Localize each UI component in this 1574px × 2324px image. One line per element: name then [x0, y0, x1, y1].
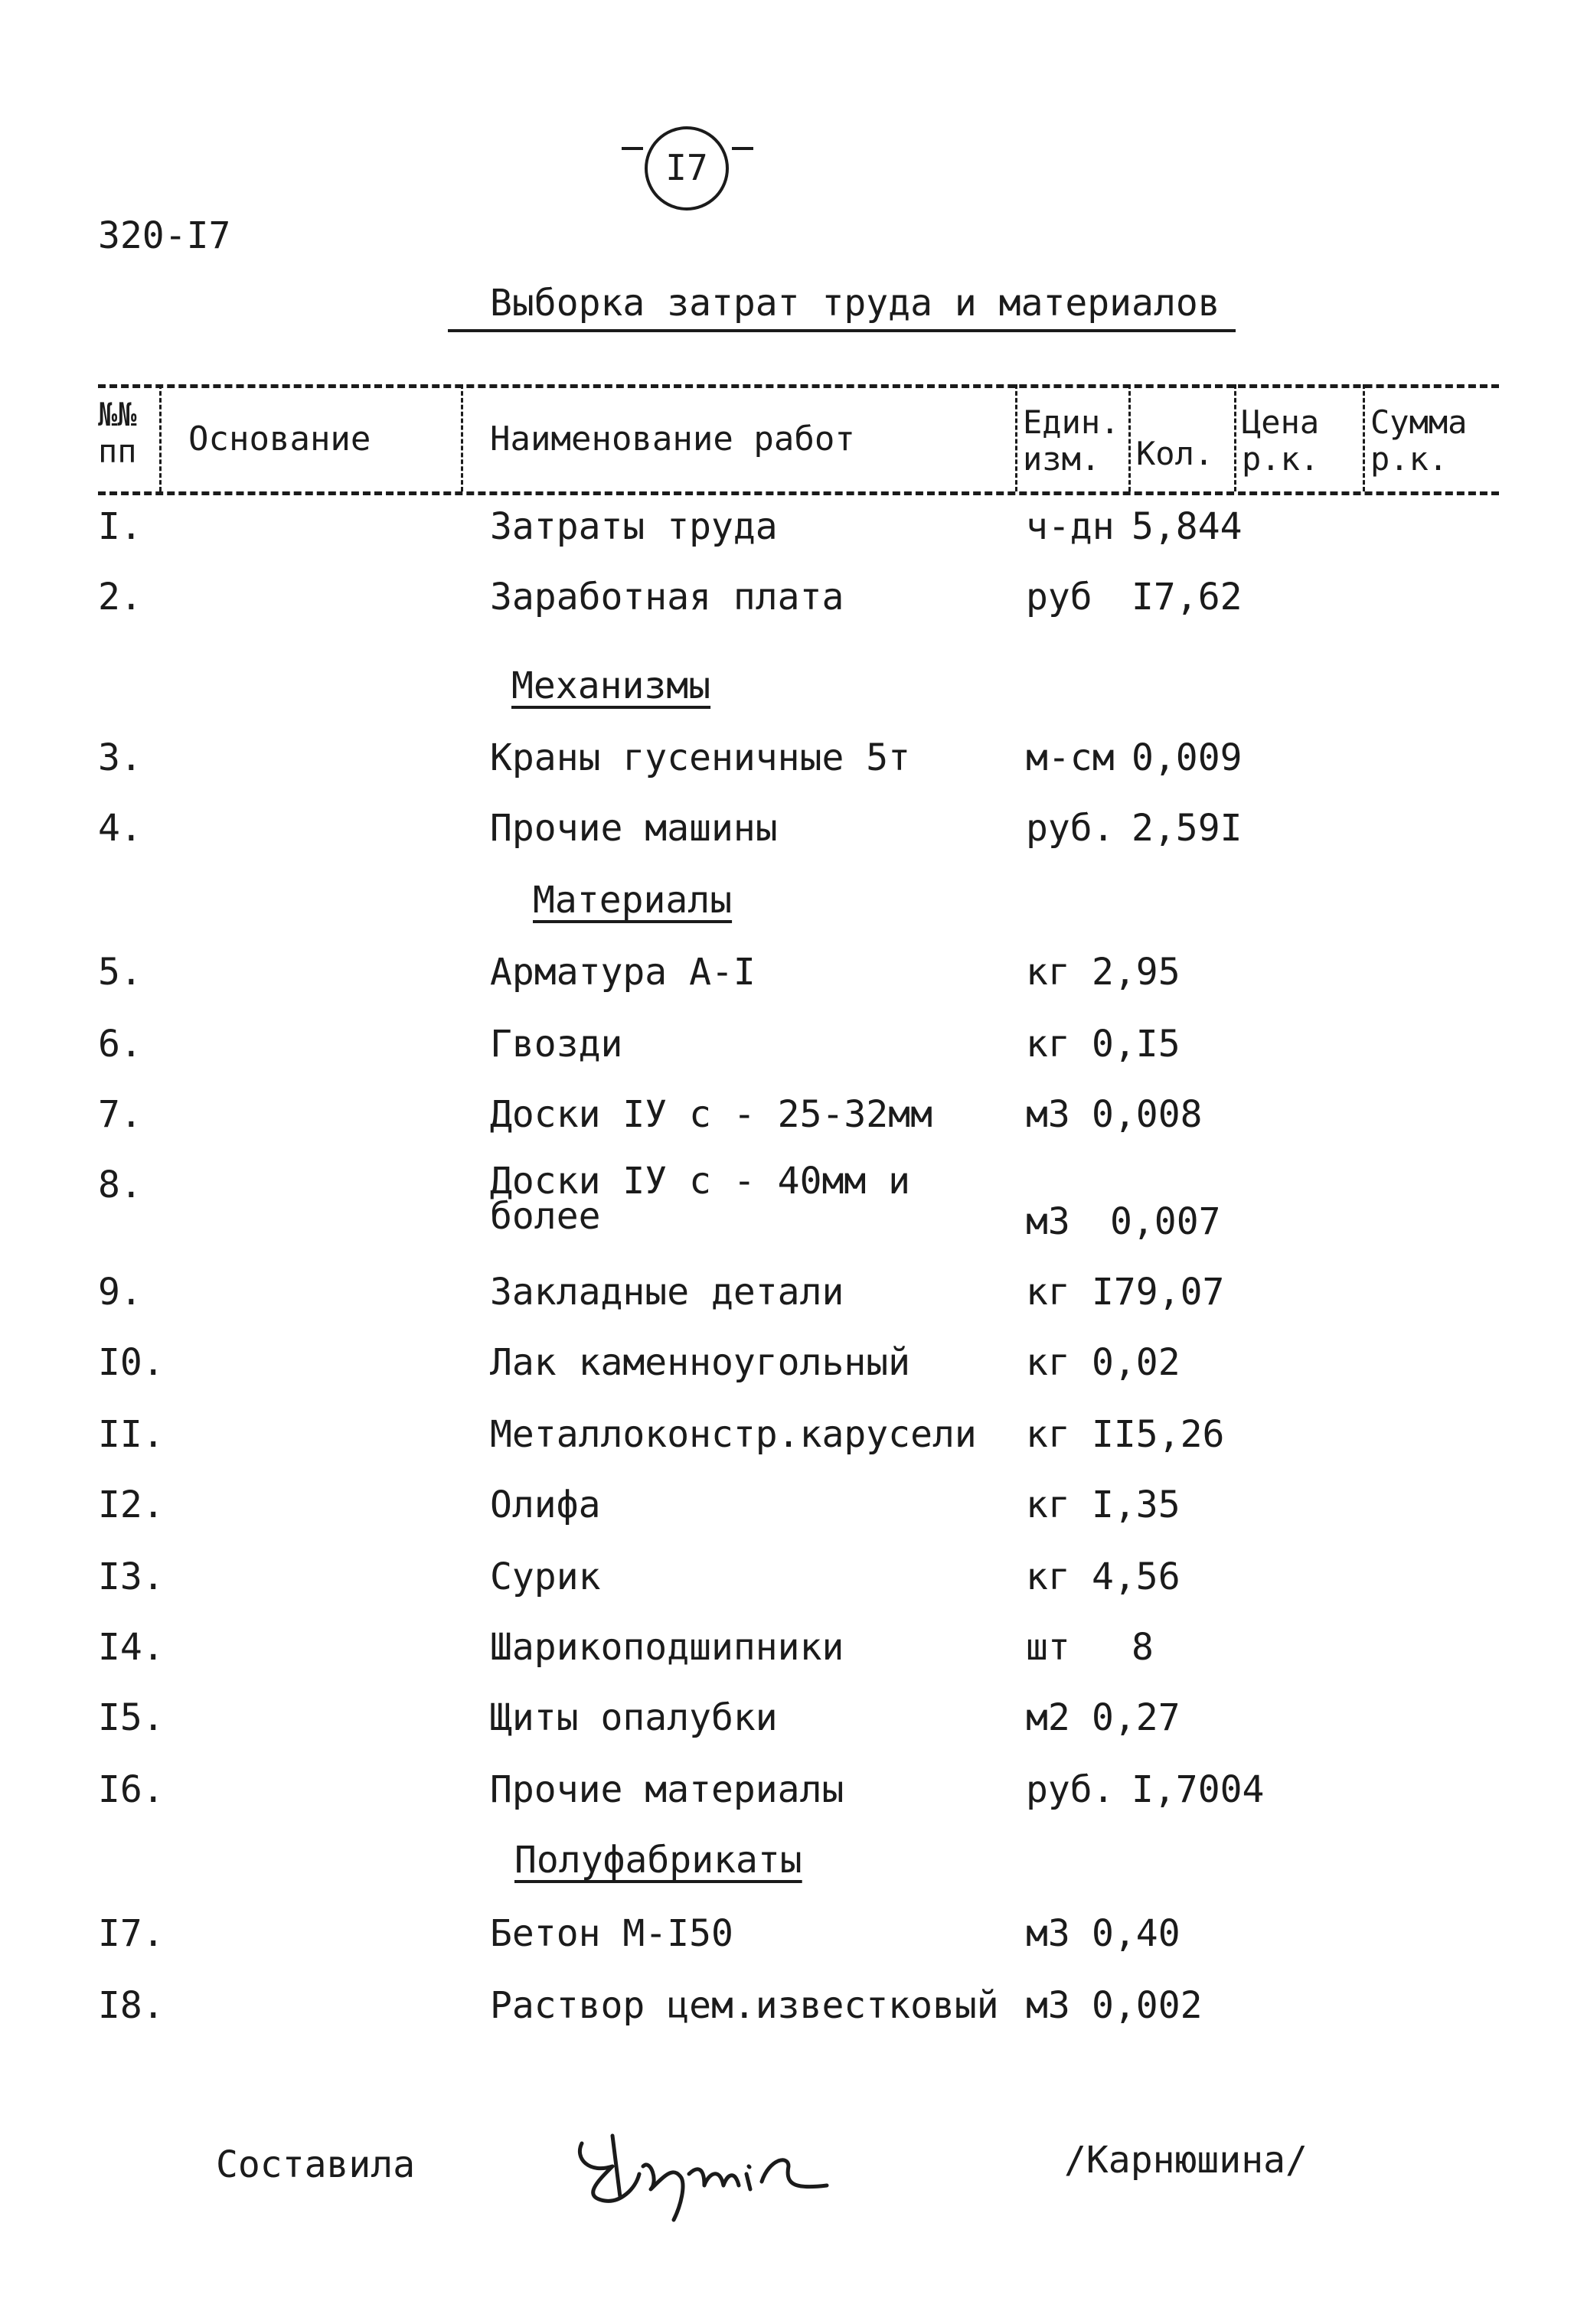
row-num: 4. — [98, 807, 142, 850]
row-qty: 0,40 — [1092, 1912, 1180, 1955]
row-name: Затраты труда — [490, 505, 778, 548]
col-divider-2 — [461, 384, 463, 491]
row-name: Прочие машины — [490, 807, 778, 850]
row-qty: 0,002 — [1092, 1984, 1203, 2027]
row-qty: 2,59I — [1132, 807, 1243, 850]
row-name: Лак каменноугольный — [490, 1341, 911, 1384]
row-num: 2. — [98, 576, 142, 619]
row-name: Олифа — [490, 1484, 601, 1526]
table-row — [0, 1341, 1574, 1387]
table-row — [0, 807, 1574, 853]
row-unit: м3 — [1026, 1200, 1070, 1243]
row-qty: 0,27 — [1092, 1696, 1180, 1739]
row-qty: I,7004 — [1132, 1768, 1265, 1811]
row-unit: кг — [1026, 1413, 1070, 1456]
row-name: Бетон М-I50 — [490, 1912, 733, 1955]
page-number: I7 — [645, 126, 729, 211]
row-unit: м3 — [1026, 1912, 1070, 1955]
row-num: I0. — [98, 1341, 165, 1384]
row-unit: кг — [1026, 1271, 1070, 1314]
compiled-label: Составила — [216, 2143, 416, 2186]
page-number-dash-left — [622, 147, 643, 193]
col-header-sum: Сумма р.к. — [1370, 403, 1468, 478]
row-num: 7. — [98, 1093, 142, 1136]
row-num: I5. — [98, 1696, 165, 1739]
row-num: 5. — [98, 951, 142, 994]
row-name: Металлоконстр.карусели — [490, 1413, 977, 1456]
row-num: 8. — [98, 1164, 142, 1206]
row-num: I4. — [98, 1626, 165, 1669]
table-row — [0, 1023, 1574, 1069]
section-mechanisms: Механизмы — [511, 664, 711, 707]
row-qty: 2,95 — [1092, 951, 1180, 994]
row-num: I2. — [98, 1484, 165, 1526]
header-rule-top — [98, 384, 1499, 388]
table-row — [0, 1093, 1574, 1139]
row-name: Краны гусеничные 5т — [490, 736, 911, 779]
row-qty: 0,009 — [1132, 736, 1243, 779]
col-divider-6 — [1363, 384, 1365, 491]
col-divider-5 — [1234, 384, 1236, 491]
table-row — [0, 1271, 1574, 1317]
row-num: I8. — [98, 1984, 165, 2027]
row-qty: 4,56 — [1092, 1555, 1180, 1598]
row-num: I3. — [98, 1555, 165, 1598]
row-name: Шарикоподшипники — [490, 1626, 844, 1669]
row-unit: кг — [1026, 1341, 1070, 1384]
table-row — [0, 1555, 1574, 1601]
row-num: 9. — [98, 1271, 142, 1314]
col-divider-4 — [1128, 384, 1131, 491]
row-qty: 0,02 — [1092, 1341, 1180, 1384]
row-qty: I7,62 — [1132, 576, 1243, 619]
row-unit: м3 — [1026, 1093, 1070, 1136]
header-rule-bottom — [98, 491, 1499, 495]
col-header-name: Наименование работ — [490, 419, 855, 459]
row-num: I. — [98, 505, 142, 548]
compiler-name: /Карнюшина/ — [1064, 2139, 1308, 2182]
col-divider-1 — [159, 384, 162, 491]
row-name: Раствор цем.известковый — [490, 1984, 999, 2027]
row-name: Доски IУ с - 40мм и более — [490, 1160, 911, 1238]
row-unit: ч-дн — [1026, 505, 1115, 548]
row-qty: 0,I5 — [1092, 1023, 1180, 1066]
row-unit: кг — [1026, 1484, 1070, 1526]
table-row — [0, 951, 1574, 997]
row-num: 3. — [98, 736, 142, 779]
table-row — [0, 1696, 1574, 1742]
row-qty: II5,26 — [1092, 1413, 1225, 1456]
row-unit: руб. — [1026, 807, 1115, 850]
table-row — [0, 1626, 1574, 1672]
signature — [567, 2113, 842, 2228]
row-unit: руб. — [1026, 1768, 1115, 1811]
row-qty: I,35 — [1092, 1484, 1180, 1526]
col-header-price: Цена р.к. — [1242, 403, 1320, 478]
row-name: Доски IУ с - 25-32мм — [490, 1093, 932, 1136]
table-row — [0, 1160, 1574, 1248]
row-num: I7. — [98, 1912, 165, 1955]
row-unit: м2 — [1026, 1696, 1070, 1739]
col-divider-3 — [1015, 384, 1017, 491]
row-name: Гвозди — [490, 1023, 623, 1066]
doc-title: Выборка затрат труда и материалов — [448, 282, 1236, 332]
page-number-dash-right — [732, 147, 753, 193]
row-name: Заработная плата — [490, 576, 844, 619]
col-header-num: №№ пп — [98, 396, 137, 470]
row-qty: 0,007 — [1110, 1200, 1221, 1243]
row-name: Закладные детали — [490, 1271, 844, 1314]
row-name: Прочие материалы — [490, 1768, 844, 1811]
row-name: Арматура А-I — [490, 951, 756, 994]
row-unit: кг — [1026, 1555, 1070, 1598]
row-unit: м3 — [1026, 1984, 1070, 2027]
row-unit: м-см — [1026, 736, 1115, 779]
row-qty: I79,07 — [1092, 1271, 1225, 1314]
row-unit: руб — [1026, 576, 1092, 619]
col-header-unit: Един. изм. — [1023, 403, 1120, 478]
row-unit: шт — [1026, 1626, 1070, 1669]
col-header-basis: Основание — [188, 419, 371, 459]
table-row — [0, 1912, 1574, 1958]
row-unit: кг — [1026, 1023, 1070, 1066]
table-row — [0, 736, 1574, 782]
table-row — [0, 1413, 1574, 1459]
row-num: 6. — [98, 1023, 142, 1066]
doc-code: 320-I7 — [98, 214, 231, 257]
row-name: Щиты опалубки — [490, 1696, 778, 1739]
table-row — [0, 1984, 1574, 2030]
row-qty: 8 — [1132, 1626, 1154, 1669]
table-row — [0, 1768, 1574, 1814]
table-row — [0, 576, 1574, 622]
table-row — [0, 1484, 1574, 1529]
table-row — [0, 505, 1574, 551]
row-unit: кг — [1026, 951, 1070, 994]
row-num: I6. — [98, 1768, 165, 1811]
row-qty: 0,008 — [1092, 1093, 1203, 1136]
row-name: Сурик — [490, 1555, 601, 1598]
col-header-qty: Кол. — [1136, 435, 1214, 472]
row-num: II. — [98, 1413, 165, 1456]
section-materials: Материалы — [533, 879, 733, 922]
row-qty: 5,844 — [1132, 505, 1243, 548]
section-semifinished: Полуфабрикаты — [514, 1839, 802, 1882]
